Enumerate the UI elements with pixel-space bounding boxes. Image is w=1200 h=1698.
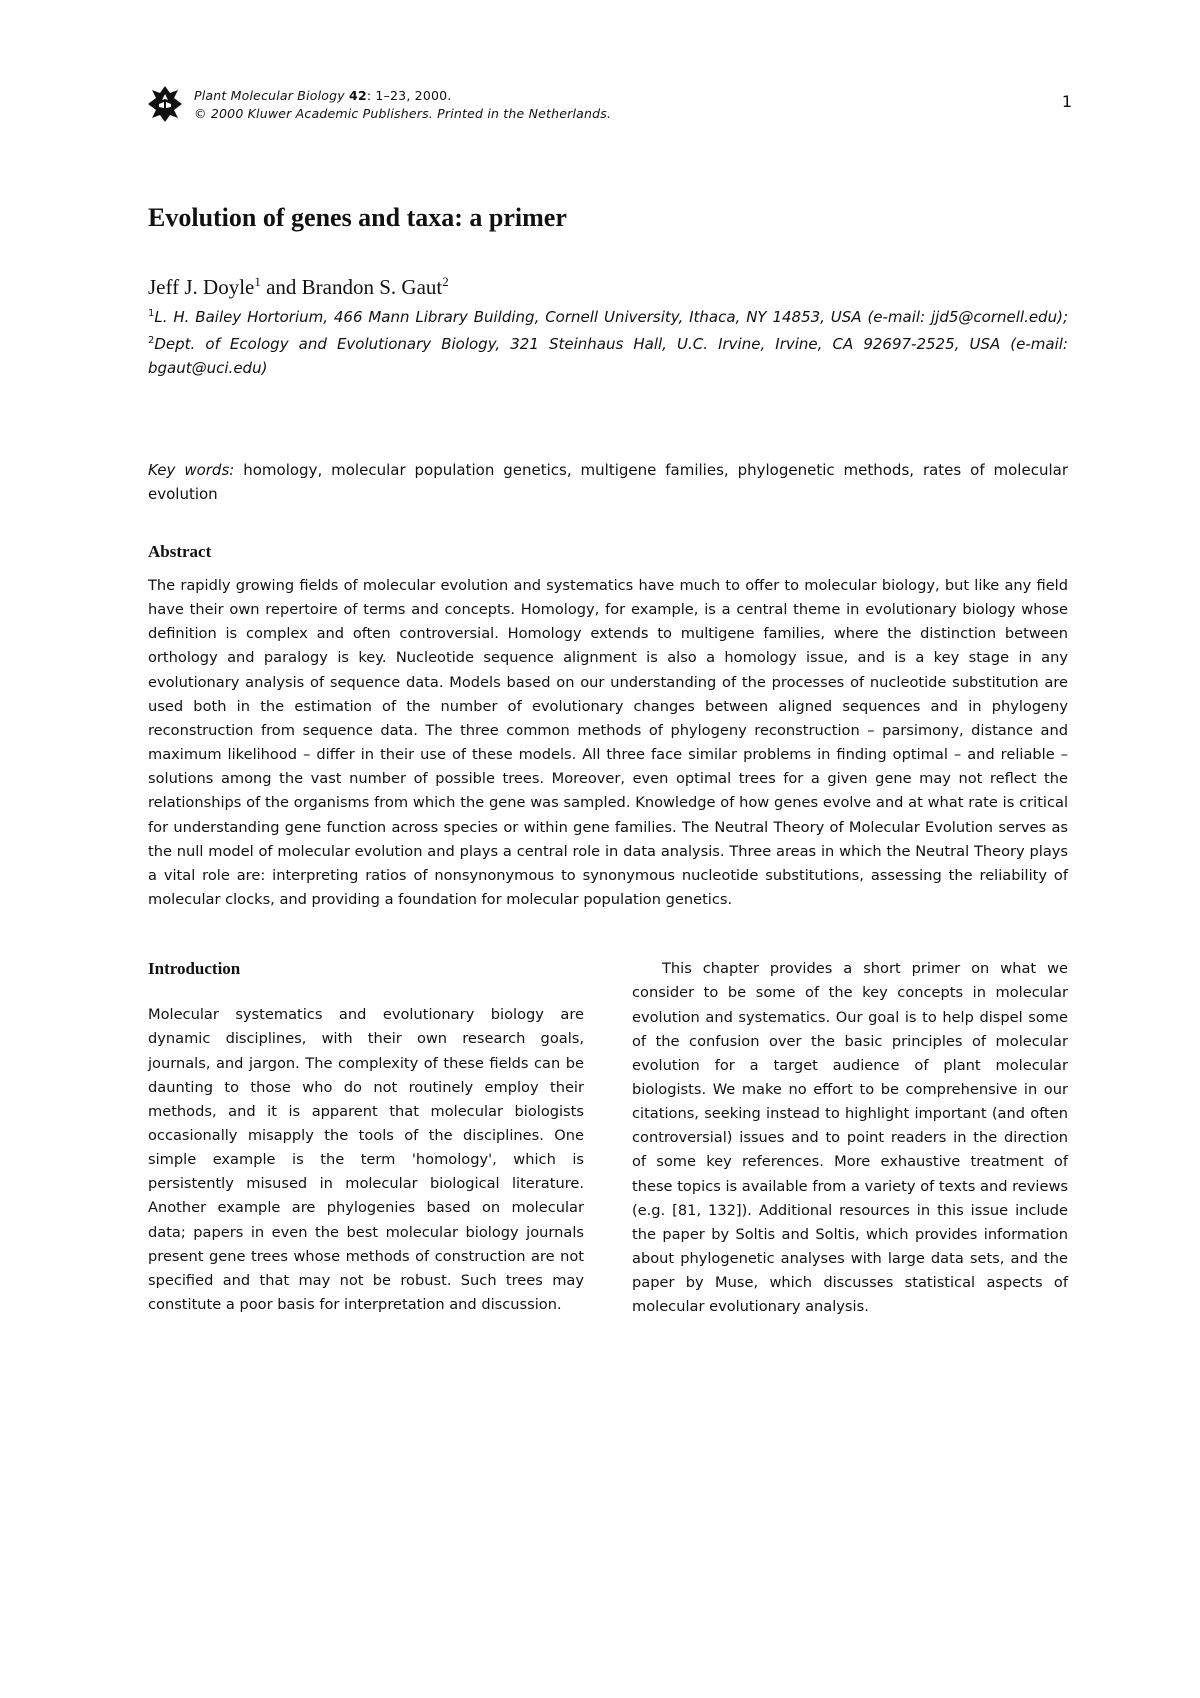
journal-citation [194,87,611,123]
author-name: Brandon S. Gaut [301,275,443,299]
author-connector: and [260,275,302,299]
affiliation-marker: 2 [442,274,449,289]
affiliation-text: L. H. Bailey Hortorium, 466 Mann Library Building, Cornell University, Ithaca, NY 14853, USA (e-mail: jjd5@cornell.edu); [154,308,1068,326]
page-header [148,80,1072,130]
body-paragraph: Molecular systematics and evolutionary biology are dynamic disciplines, with their own research goals, journals, and jargon. The complexity of these fields can be daunting to those who do not routinely employ their methods, and it is apparent that molecular biologists occasionally misapply the tools of the disciplines. One simple example is the term 'homology', which is persistently misused in molecular biological literature. Another example are phylogenies based on molecular data; papers in even the best molecular biology journals present gene trees whose methods of construction are not specified and that may not be robust. Such trees may constitute a poor basis for interpretation and discussion. [148,1006,584,1314]
abstract-heading: Abstract [148,542,212,561]
body-columns [148,957,1068,1319]
author-name: Jeff J. Doyle [148,275,255,299]
affiliation-marker: 1 [254,274,261,289]
paper-page [148,80,1072,1320]
abstract-text: The rapidly growing fields of molecular evolution and systematics have much to offer to molecular biology, but like any field have their own repertoire of terms and concepts. Homology, for example, is a central theme in evolutionary biology whose definition is complex and often controversial. Homology extends to multigene families, where the distinction between orthology and paralogy is key. Nucleotide sequence alignment is also a homology issue, and is a key stage in any evolutionary analysis of sequence data. Models based on our understanding of the processes of nucleotide substitution are used both in the estimation of the number of evolutionary changes between aligned sequences and in phylogeny reconstruction from sequence data. The three common methods of phylogeny reconstruction – parsimony, distance and maximum likelihood – differ in their use of these models. All three face similar problems in finding optimal – and reliable – solutions among the vast number of possible trees. Moreover, even optimal trees for a given gene may not reflect the relationships of the organisms from which the gene was sampled. Knowledge of how genes evolve and at what rate is critical for understanding gene function across species or within gene families. The Neutral Theory of Molecular Evolution serves as the null model of molecular evolution and plays a central role in data analysis. Three areas in which the Neutral Theory plays a vital role are: interpreting ratios of nonsynonymous to synonymous nucleotide substitutions, assessing the reliability of molecular clocks, and providing a foundation for molecular population genetics. [148,577,1068,909]
affiliations [148,302,1068,380]
publisher-logo-icon [148,86,182,122]
keywords [148,458,1068,506]
journal-line [194,87,611,105]
journal-pages-year: : 1–23, 2000. [366,88,452,103]
journal-volume: 42 [349,88,367,103]
affiliation-text: Dept. of Ecology and Evolutionary Biology, 321 Steinhaus Hall, U.C. Irvine, Irvine, CA 92697-2525, USA (e-mail: bgaut@uci.edu) [148,335,1068,377]
affiliation-marker: 2 [148,335,155,346]
body-paragraph: This chapter provides a short primer on what we consider to be some of the key concepts in molecular evolution and systematics. Our goal is to help dispel some of the confusion over the basic principles of molecular evolution for a target audience of plant molecular biologists. We make no effort to be comprehensive in our citations, seeking instead to highlight important (and often controversial) issues and to point readers in the direction of some key references. More exhaustive treatment of these topics is available from a variety of texts and reviews (e.g. [81, 132]). Additional resources in this issue include the paper by Soltis and Soltis, which provides information about phylogenetic analyses with large data sets, and the paper by Muse, which discusses statistical aspects of molecular evolutionary analysis. [632,960,1068,1316]
keywords-text: homology, molecular population genetics, multigene families, phylogenetic methods, rates of molecular evolution [148,461,1068,503]
page-number: 1 [1061,92,1072,111]
paper-title: Evolution of genes and taxa: a primer [148,203,567,232]
introduction-heading: Introduction [148,959,241,979]
journal-name: Plant Molecular Biology [194,88,345,103]
author-list [148,269,1068,300]
left-column [148,957,584,1319]
copyright-line: © 2000 Kluwer Academic Publishers. Printed in the Netherlands. [194,106,612,121]
affiliation-marker: 1 [148,308,155,319]
right-column [632,957,1068,1319]
keywords-label: Key words: [148,461,235,479]
